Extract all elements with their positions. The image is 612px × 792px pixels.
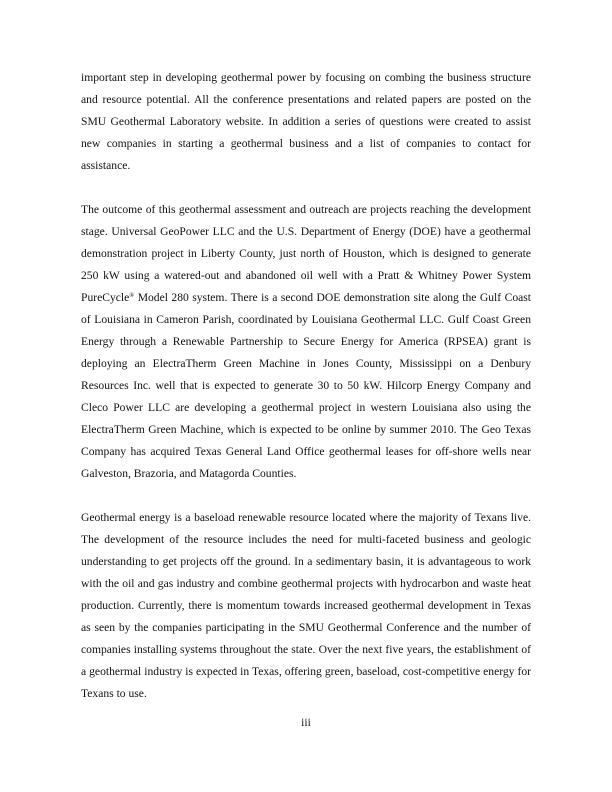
paragraph-text-part-1: The outcome of this geothermal assessment and outreach are projects reaching the development stage. Universal GeoPower LLC and the U.S. Department of Energy (DOE) have a geothermal demonstration project in Liberty County, just north of Houston, which is designed to generate 250 kW using a watered-out and abandoned oil well with a Pratt & Whitney Power System PureCycle [81,203,531,304]
paragraph-conference-outreach: important step in developing geothermal power by focusing on combing the business structure and resource potential. All the conference presentations and related papers are posted on the SMU Geothermal Laboratory website. In addition a series of questions were created to assist new companies in starting a geothermal business and a list of companies to contact for assistance. [81,71,531,172]
paragraph-text-part-2: Model 280 system. There is a second DOE demonstration site along the Gulf Coast of Louisiana in Cameron Parish, coordinated by Louisiana Geothermal LLC. Gulf Coast Green Energy through a Renewable Partnership to Secure Energy for America (RPSEA) grant is deploying an ElectraTherm Green Machine in Jones County, Mississippi on a Denbury Resources Inc. well that is expected to generate 30 to 50 kW. Hilcorp Energy Company and Cleco Power LLC are developing a geothermal project in western Louisiana also using the ElectraTherm Green Machine, which is expected to be online by summer 2010. The Geo Texas Company has acquired Texas General Land Office geothermal leases for off-shore wells near Galveston, Brazoria, and Matagorda Counties. [81,291,531,480]
registered-trademark-symbol: ® [129,292,135,299]
paragraph-baseload-resource: Geothermal energy is a baseload renewable resource located where the majority of Texans live. The development of the resource includes the need for multi-faceted business and geologic understanding to get projects off the ground. In a sedimentary basin, it is advantageous to work with the oil and gas industry and combine geothermal projects with hydrocarbon and waste heat production. Currently, there is momentum towards increased geothermal development in Texas as seen by the companies participating in the SMU Geothermal Conference and the number of companies installing systems throughout the state. Over the next five years, the establishment of a geothermal industry is expected in Texas, offering green, baseload, cost-competitive energy for Texans to use. [81,511,531,700]
paragraph-demonstration-projects [81,199,531,485]
body-text [81,67,531,727]
page-number: iii [301,716,311,729]
